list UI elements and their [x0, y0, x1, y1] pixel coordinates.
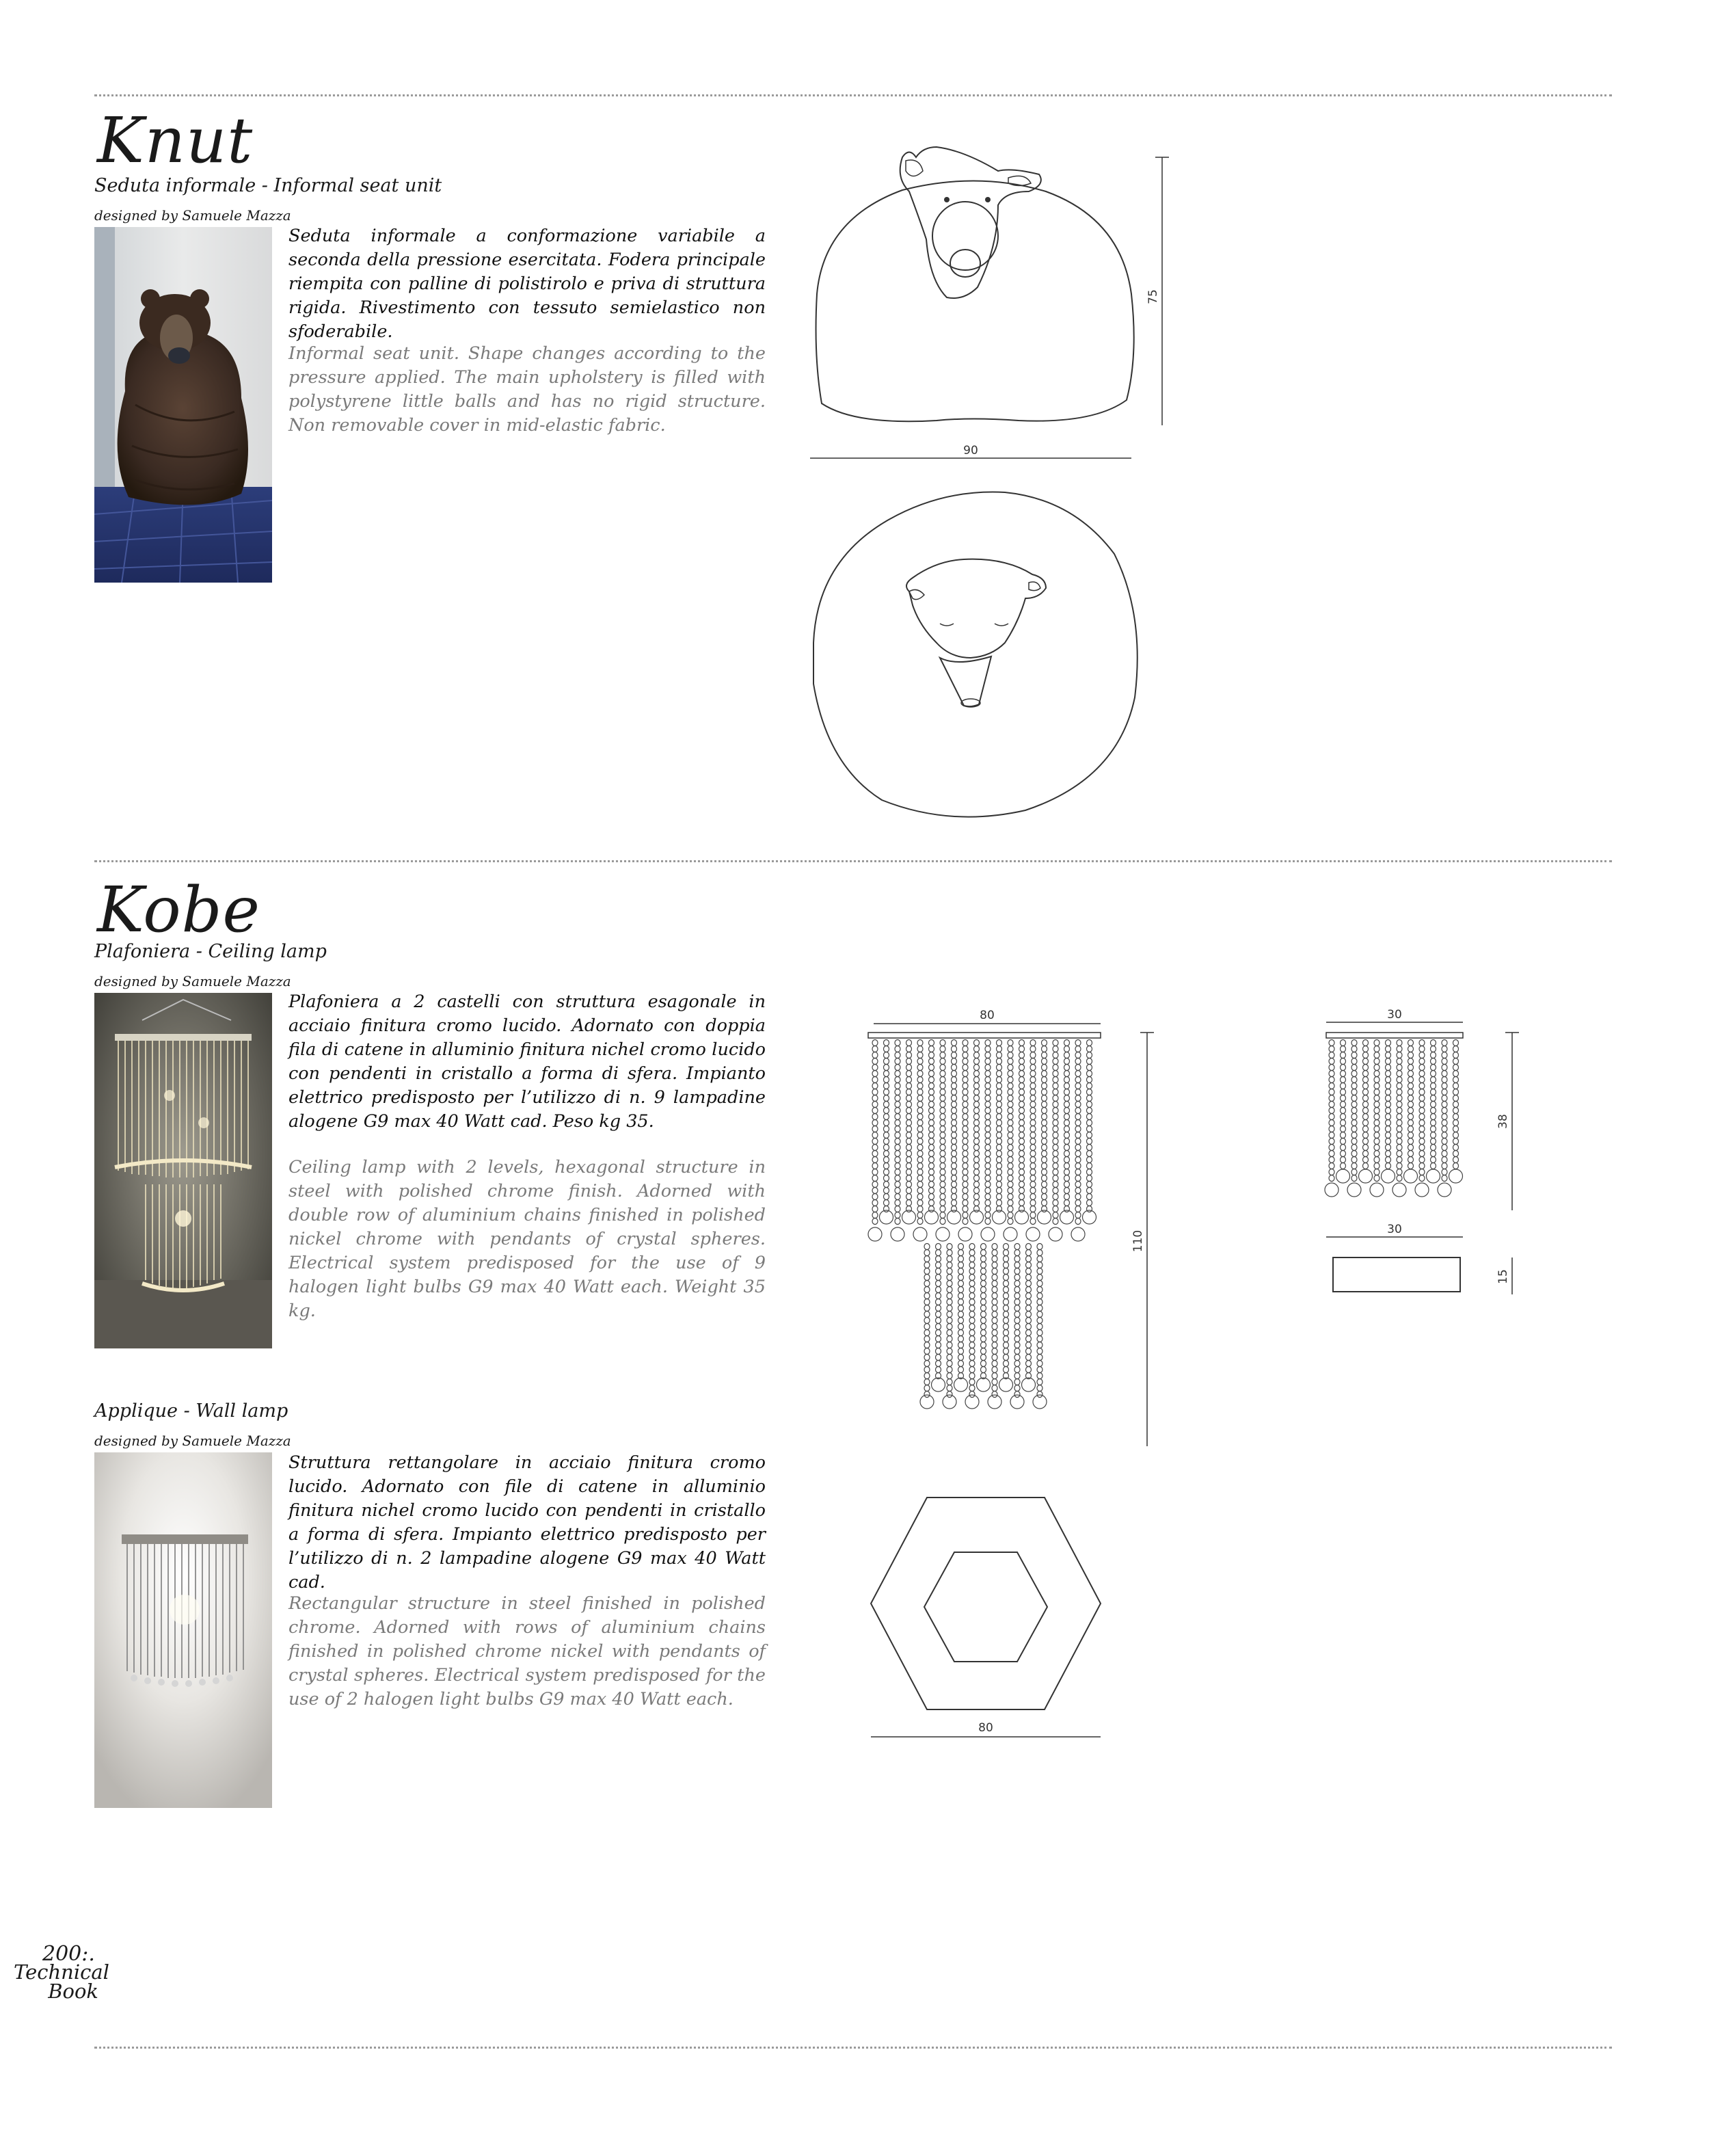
- book-label: [14, 1960, 109, 2003]
- top-separator: [94, 94, 1612, 96]
- kobe-title: Kobe: [97, 873, 260, 946]
- knut-subtitle: Seduta informale - Informal seat unit: [94, 175, 442, 196]
- bottom-separator: [94, 2047, 1612, 2049]
- kobe-ceiling-height-label: 110: [1131, 1229, 1145, 1253]
- kobe-ceiling-plan-drawing: [868, 1484, 1114, 1744]
- kobe-ceiling-subtitle: Plafoniera - Ceiling lamp: [94, 941, 327, 962]
- book-label-line1: Technical: [14, 1960, 109, 1984]
- ceiling-elevation-chains: [868, 1033, 1101, 1409]
- kobe-wall-height-label: 38: [1496, 1114, 1510, 1129]
- kobe-ceiling-plan-width-label: 80: [978, 1721, 993, 1735]
- kobe-wall-width-label: 30: [1387, 1008, 1402, 1022]
- kobe-wall-depth-label: 15: [1496, 1269, 1510, 1284]
- kobe-ceiling-description-en: Ceiling lamp with 2 levels, hexagonal structure in steel with polished chrome finish. Adorned with double row of aluminium chains finished in polished nickel chrome with pendants of crystal spheres. Electrical system predisposed for the use of 9 halogen light bulbs G9 max 40 Watt each. Weight 35 kg.: [288, 1157, 766, 1321]
- wall-elevation-chains: [1325, 1033, 1463, 1197]
- kobe-ceiling-width-label: 80: [980, 1009, 995, 1022]
- knut-photo: [94, 227, 272, 583]
- middle-separator: [94, 860, 1612, 862]
- kobe-wall-front-drawing: [1326, 1002, 1531, 1207]
- kobe-wall-photo: [94, 1452, 272, 1808]
- kobe-ceiling-description-it: Plafoniera a 2 castelli con struttura esagonale in acciaio finitura cromo lucido. Adornato con doppia fila di catene in alluminio finitura nichel cromo lucido con pendenti in cristallo a forma di sfera. Impianto elettrico predisposto per l’utilizzo di n. 9 lampadine alogene G9 max 40 Watt cad. Peso kg 35.: [288, 992, 766, 1132]
- kobe-wall-description-it: Struttura rettangolare in acciaio finitura cromo lucido. Adornato con file di catene in alluminio finitura nichel cromo lucido con pendenti in cristallo a forma di sfera. Impianto elettrico predisposto per l’utilizzo di n. 2 lampadine alogene G9 max 40 Watt cad.: [288, 1452, 766, 1593]
- kobe-wall-plan-drawing: [1326, 1221, 1531, 1309]
- page-number: 200:.: [42, 1942, 95, 1966]
- knut-description-en: Informal seat unit. Shape changes according to the pressure applied. The main upholstery is filled with polystyrene little balls and has no rigid structure. Non removable cover in mid-elastic fabric.: [288, 343, 766, 436]
- kobe-wall-designer: designed by Samuele Mazza: [94, 1433, 291, 1449]
- kobe-wall-description-en: Rectangular structure in steel finished in polished chrome. Adorned with rows of aluminium chains finished in polished chrome nickel with pendants of crystal spheres. Electrical system predisposed for the use of 2 halogen light bulbs G9 max 40 Watt each.: [288, 1593, 766, 1709]
- knut-front-drawing: [800, 130, 1183, 465]
- knut-title: Knut: [97, 104, 254, 177]
- knut-description-it: Seduta informale a conformazione variabile a seconda della pressione esercitata. Fodera principale riempita con palline di polistirolo e priva di struttura rigida. Rivestimento con tessuto semielastico non sfoderabile.: [288, 226, 766, 342]
- knut-height-label: 75: [1146, 289, 1160, 304]
- knut-width-label: 90: [963, 444, 978, 457]
- knut-top-drawing: [800, 479, 1155, 834]
- knut-designer: designed by Samuele Mazza: [94, 207, 291, 224]
- kobe-ceiling-front-drawing: [868, 995, 1169, 1460]
- book-label-line2: Book: [48, 1980, 98, 2003]
- kobe-ceiling-photo: [94, 993, 272, 1348]
- kobe-ceiling-designer: designed by Samuele Mazza: [94, 973, 291, 989]
- kobe-wall-plan-width-label: 30: [1387, 1223, 1402, 1236]
- kobe-wall-subtitle: Applique - Wall lamp: [94, 1400, 288, 1422]
